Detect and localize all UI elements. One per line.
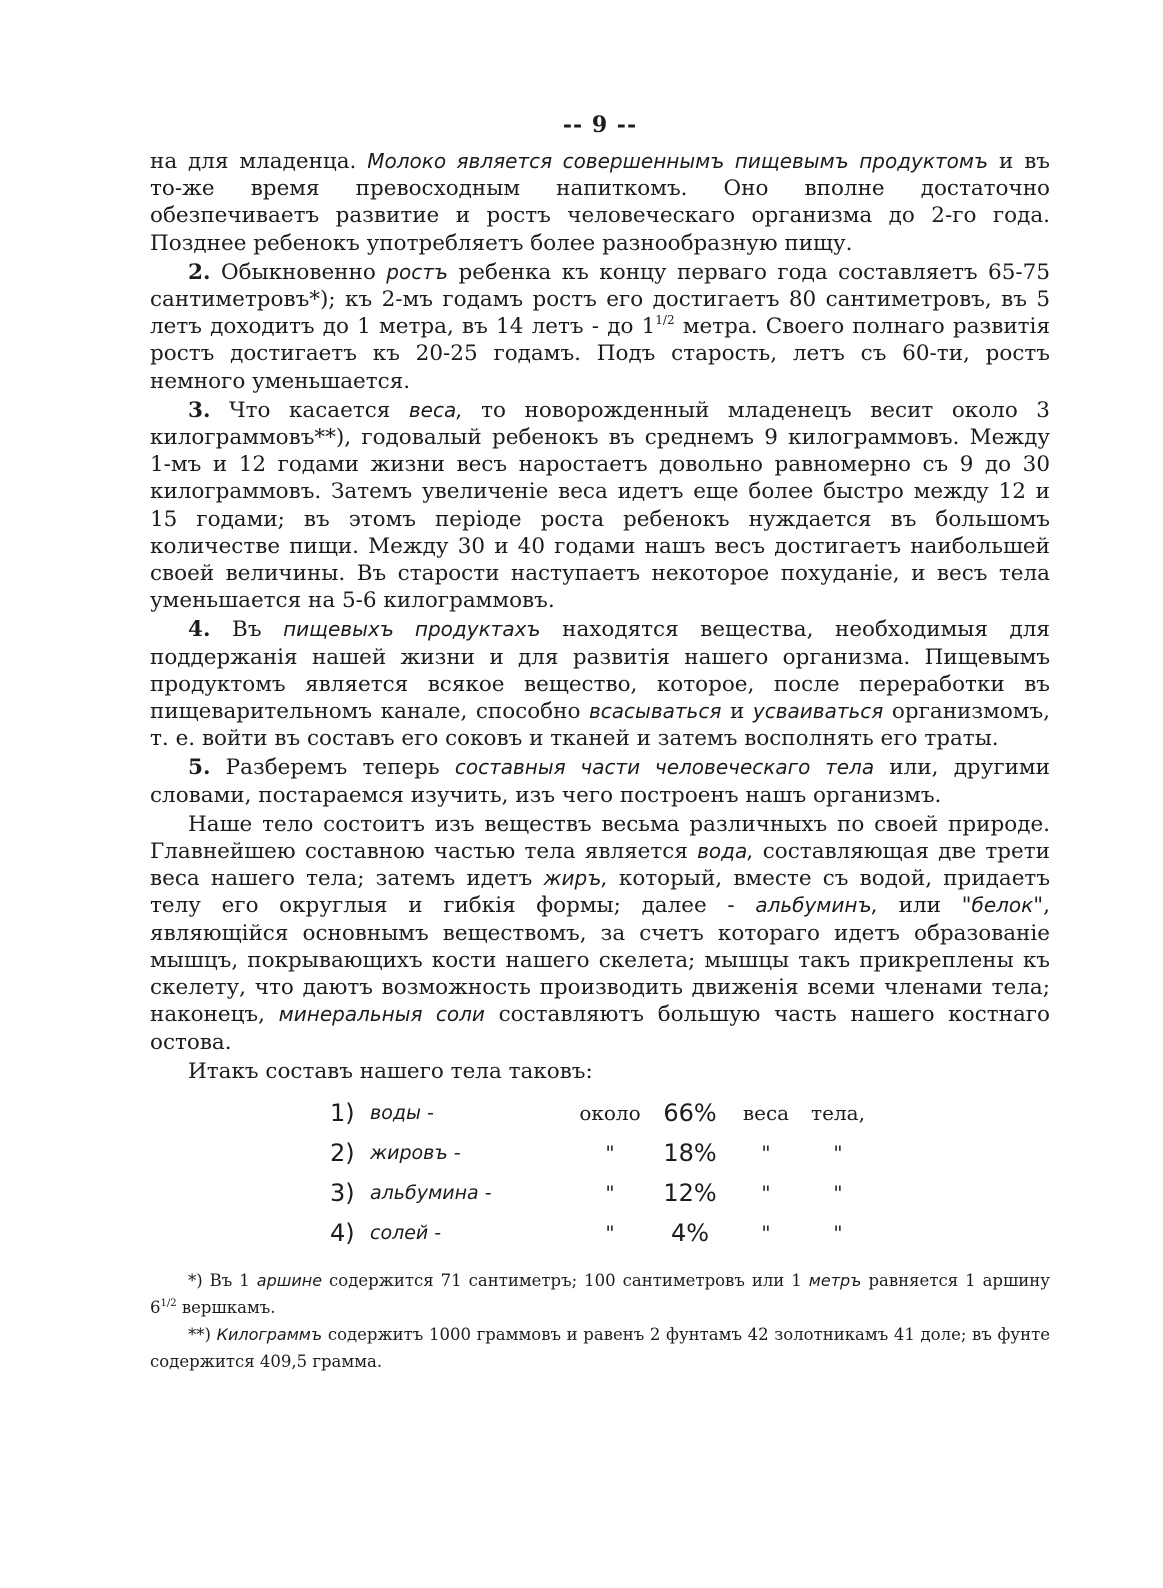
text-run: который, вместе съ водой, придаетъ телу его округлыя и гибкія формы; далее - bbox=[150, 866, 1050, 919]
text-run: организмомъ, т. е. войти въ составъ его соковъ и тканей и затемъ восполнять его траты. bbox=[150, 699, 1051, 752]
row-index: 1) bbox=[330, 1098, 355, 1127]
body-text bbox=[150, 148, 1050, 1085]
text-run: на для младенца. bbox=[150, 149, 368, 174]
ditto-mark: " bbox=[833, 1220, 843, 1245]
row-index: 3) bbox=[330, 1178, 355, 1207]
footnote-2 bbox=[150, 1321, 1050, 1375]
paragraph-number: 2. bbox=[188, 259, 211, 285]
row-index: 4) bbox=[330, 1218, 355, 1247]
text-run: метра. Своего полнаго развитія ростъ достигаетъ къ 20-25 годамъ. Подъ старость, летъ съ 60-ти, ростъ немного уменьшается. bbox=[150, 314, 1051, 394]
paragraph-4-food-products bbox=[150, 616, 1050, 752]
paragraph-5-body-parts bbox=[150, 754, 1050, 808]
book-page bbox=[150, 112, 1050, 1375]
ditto-mark: " bbox=[761, 1140, 771, 1165]
text-run: или, другими словами, постараемся изучить, изъ чего построенъ нашъ организмъ. bbox=[150, 755, 1050, 808]
italic-run: жиръ, bbox=[543, 866, 608, 891]
paragraph-2-height bbox=[150, 259, 1050, 395]
body-composition-table bbox=[330, 1093, 874, 1253]
ditto-mark: " bbox=[605, 1180, 615, 1205]
paragraph-3-weight bbox=[150, 397, 1050, 615]
text-run: Разберемъ теперь bbox=[210, 755, 455, 781]
percentage: 12% bbox=[663, 1178, 717, 1207]
substance-name: солей - bbox=[370, 1221, 442, 1244]
footnote-1 bbox=[150, 1267, 1050, 1321]
text-run: равняется 1 аршину 6 bbox=[150, 1270, 1051, 1317]
text-run: Обыкновенно bbox=[210, 259, 387, 285]
italic-run: усваиваться bbox=[752, 699, 884, 724]
composition-row bbox=[330, 1093, 874, 1133]
italic-run: составныя части человеческаго тела bbox=[454, 755, 875, 780]
unit-word: тела, bbox=[811, 1100, 865, 1125]
paragraph-number: 4. bbox=[188, 617, 211, 643]
composition-row bbox=[330, 1213, 874, 1253]
substance-name: жировъ - bbox=[370, 1141, 461, 1164]
ditto-mark: " bbox=[833, 1140, 843, 1165]
text-run: ", являющійся основнымъ веществомъ, за счетъ котораго идетъ образованіе мышцъ, покрывающихъ кости нашего скелета; мышцы такъ прикреплены къ скелету, что даютъ возможность производить движенія всеми членами тела; наконецъ, bbox=[150, 893, 1050, 1028]
text-run: и bbox=[721, 699, 753, 725]
text-run: ребенка къ концу перваго года составляетъ 65-75 сантиметровъ*); къ 2-мъ годамъ ростъ его достигаетъ 80 сантиметровъ, въ 5 летъ доходитъ до 1 метра, въ 14 летъ - до 1 bbox=[150, 259, 1051, 340]
paragraph-6-substances bbox=[150, 811, 1050, 1056]
text-run: составляющая две трети веса нашего тела; затемъ идетъ bbox=[150, 839, 1051, 892]
fraction-superscript: 1/2 bbox=[655, 313, 675, 328]
fraction-superscript: 1/2 bbox=[160, 1297, 177, 1309]
substance-name: альбумина - bbox=[370, 1181, 492, 1204]
composition-row bbox=[330, 1133, 874, 1173]
percentage: 66% bbox=[663, 1098, 717, 1127]
text-run: или " bbox=[877, 893, 972, 919]
ditto-mark: " bbox=[833, 1180, 843, 1205]
approx-word: около bbox=[579, 1100, 641, 1125]
text-run: содержитъ 1000 граммовъ и равенъ 2 фунтамъ 42 золотникамъ 41 доле; въ фунте содержится 409,5 грамма. bbox=[150, 1324, 1051, 1371]
ditto-mark: " bbox=[761, 1180, 771, 1205]
percentage: 4% bbox=[670, 1218, 710, 1247]
text-run: **) bbox=[188, 1324, 217, 1344]
text-run: вершкамъ. bbox=[176, 1297, 276, 1317]
italic-run: минеральныя соли bbox=[278, 1002, 485, 1027]
italic-run: метръ bbox=[808, 1270, 862, 1290]
footnotes bbox=[150, 1267, 1050, 1375]
paragraph-7-composition-intro: Итакъ составъ нашего тела таковъ: bbox=[188, 1058, 593, 1084]
ditto-mark: " bbox=[605, 1140, 615, 1165]
composition-row bbox=[330, 1173, 874, 1213]
italic-run: белок bbox=[971, 893, 1034, 918]
text-run: находятся вещества, необходимыя для поддержанія нашей жизни и для развитія нашего организма. Пищевымъ продуктомъ является всякое вещество, которое, после переработки въ пищеварительномъ канале, способно bbox=[150, 617, 1050, 725]
paragraph-number: 3. bbox=[188, 397, 211, 423]
text-run: составляютъ большую часть нашего костнаго остова. bbox=[150, 1002, 1050, 1055]
unit-word: веса bbox=[742, 1100, 790, 1125]
page-number: -- 9 -- bbox=[562, 112, 638, 138]
text-run: Въ bbox=[210, 617, 284, 643]
percentage: 18% bbox=[663, 1138, 717, 1167]
italic-run: веса, bbox=[408, 397, 463, 422]
italic-run: альбуминъ, bbox=[755, 893, 878, 918]
italic-run: Килограммъ bbox=[216, 1324, 323, 1344]
row-index: 2) bbox=[330, 1138, 355, 1167]
text-run: содержится 71 сантиметръ; 100 сантиметровъ или 1 bbox=[322, 1270, 809, 1290]
text-run: Наше тело состоитъ изъ веществъ весьма различныхъ по своей природе. Главнейшею составною частью тела является bbox=[150, 811, 1050, 865]
substance-name: воды - bbox=[370, 1101, 434, 1124]
paragraph-number: 5. bbox=[188, 755, 211, 781]
paragraph-continuation bbox=[150, 148, 1050, 257]
italic-run: вода, bbox=[697, 839, 754, 864]
ditto-mark: " bbox=[605, 1220, 615, 1245]
text-run: *) Въ 1 bbox=[188, 1270, 257, 1290]
italic-run: аршине bbox=[256, 1270, 323, 1290]
text-run: и въ то-же время превосходным напиткомъ. Оно вполне достаточно обезпечиваетъ развитие и ростъ человеческаго организма до 2-го года. Позднее ребенокъ употребляетъ более разнообразную пищу. bbox=[150, 149, 1050, 256]
italic-run: пищевыхъ продуктахъ bbox=[283, 617, 541, 642]
text-run: Что касается bbox=[210, 397, 409, 423]
italic-run: ростъ bbox=[386, 259, 448, 284]
ditto-mark: " bbox=[761, 1220, 771, 1245]
italic-run: Молоко является совершеннымъ пищевымъ продуктомъ bbox=[367, 149, 989, 173]
italic-run: всасываться bbox=[589, 699, 722, 724]
text-run: то новорожденный младенецъ весит около 3 килограммовъ**), годовалый ребенокъ въ среднемъ 9 килограммовъ. Между 1-мъ и 12 годами жизни весъ наростаетъ довольно равномерно съ 9 до 30 килограммовъ. Затемъ увеличеніе веса идетъ еще более быстро между 12 и 15 годами; въ этомъ періоде роста ребенокъ нуждается въ большомъ количестве пищи. Между 30 и 40 годами нашъ весъ достигаетъ наибольшей своей величины. Въ старости наступаетъ некоторое похуданіе, и весъ тела уменьшается на 5-6 килограммовъ. bbox=[150, 397, 1050, 614]
